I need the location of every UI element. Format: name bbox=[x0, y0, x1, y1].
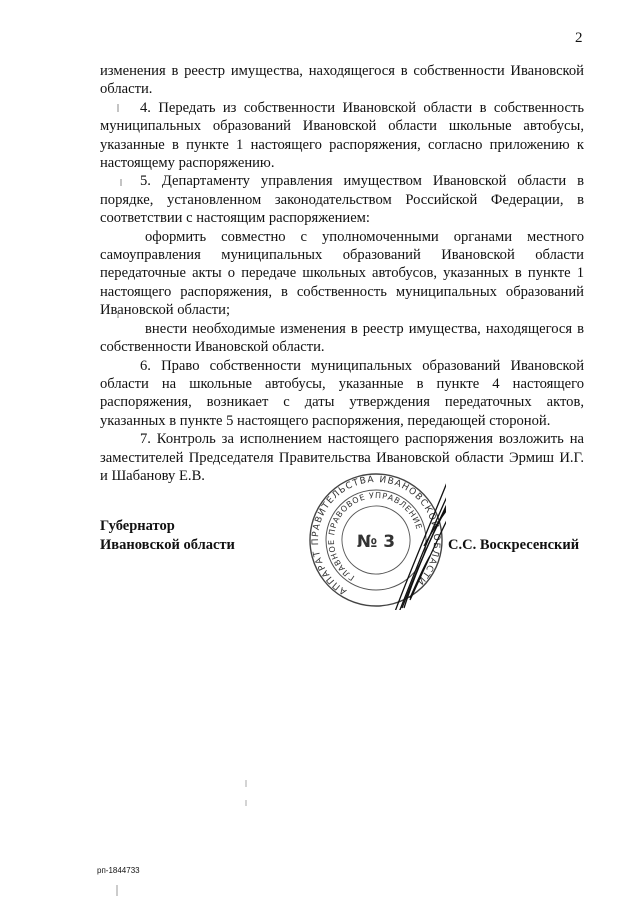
seal-center-text: № 3 bbox=[356, 532, 396, 552]
paragraph-continuation: изменения в реестр имущества, находящегося в собственности Ивановской области. bbox=[100, 63, 584, 98]
paragraph-7: 7. Контроль за исполнением настоящего распоряжения возложить на заместителей Председателя Правительства Ивановской области Эрмиш И.Г. и Шабанову Е.В. bbox=[100, 431, 584, 484]
paragraph-6: 6. Право собственности муниципальных образований Ивановской области на школьные автобусы, указанные в пункте 4 настоящего распоряжения, возникает с даты утверждения передаточных актов, указанных в пункте 5 настоящего распоряжения, передающей стороной. bbox=[100, 357, 584, 429]
page-number: 2 bbox=[575, 30, 583, 46]
paragraph-5: 5. Департаменту управления имуществом Ивановской области в порядке, установленном законодательством Российской Федерации, в соответствии с настоящим распоряжением: bbox=[100, 173, 584, 227]
signatory-name: С.С. Воскресенский bbox=[448, 537, 580, 553]
seal-outer-text: АППАРАТ ПРАВИТЕЛЬСТВА ИВАНОВСКОЙ ОБЛАСТИ bbox=[310, 474, 442, 597]
paragraph-5-item-1: оформить совместно с уполномоченными органами местного самоуправления муниципальных образований Ивановской области передаточные акты о передаче школьных автобусов, указанных в пункте 1 настоящего распоряжения, в собственность муниципальных образований Ивановской области; bbox=[100, 228, 584, 319]
signatory-title-line-2: Ивановской области bbox=[100, 537, 235, 553]
document-code: рп-1844733 bbox=[97, 866, 140, 875]
paragraph-5-item-2: внести необходимые изменения в реестр имущества, находящегося в собственности Ивановской области. bbox=[100, 320, 584, 356]
seal-inner-text: ГЛАВНОЕ ПРАВОВОЕ УПРАВЛЕНИЕ bbox=[326, 490, 424, 583]
signatory-title-line-1: Губернатор bbox=[100, 518, 175, 534]
paragraph-4: 4. Передать из собственности Ивановской области в собственность муниципальных образований Ивановской области школьные автобусы, указанные в пункте 1 настоящего распоряжения, согласно приложению к настоящему распоряжению. bbox=[100, 99, 584, 172]
